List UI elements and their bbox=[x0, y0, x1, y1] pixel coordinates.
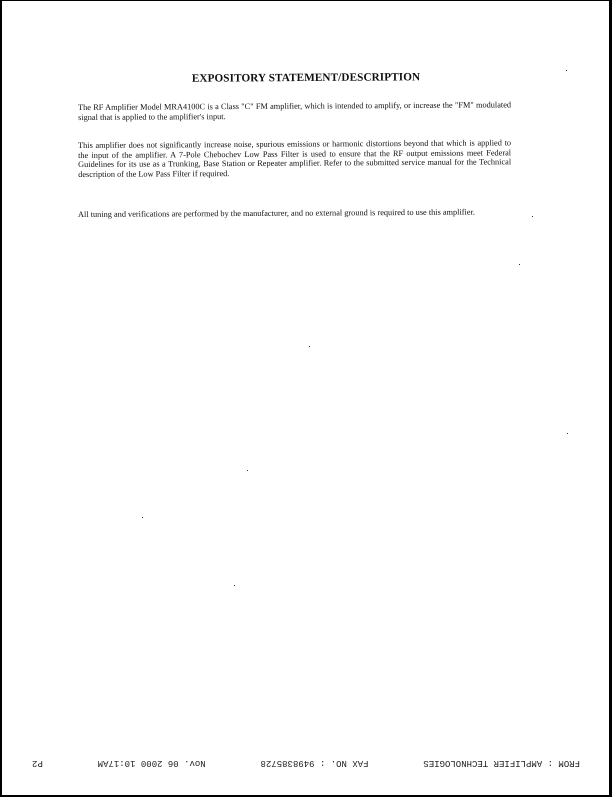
scan-edge-left bbox=[0, 0, 2, 797]
document-title: EXPOSITORY STATEMENT/DESCRIPTION bbox=[191, 71, 421, 85]
fax-date-time: Nov. 06 2000 10:17AM bbox=[97, 758, 206, 768]
paragraph-description: The RF Amplifier Model MRA4100C is a Class "C" FM amplifier, which is intended to amplify, or increase the "FM" modulated signal that is applied to the amplifier's input. bbox=[78, 100, 512, 122]
scan-speck bbox=[234, 585, 235, 586]
fax-from: FROM : AMPLIFIER TECHNOLOGIES bbox=[423, 758, 580, 768]
scan-speck bbox=[567, 433, 568, 434]
paragraph-tuning: All tuning and verifications are performed by the manufacturer, and no external ground is required to use this amplifier. bbox=[78, 207, 475, 219]
fax-page-number: P2 bbox=[32, 758, 43, 768]
scan-edge-top bbox=[0, 0, 612, 1]
scan-speck bbox=[142, 517, 143, 518]
scan-speck bbox=[519, 264, 520, 265]
scan-speck bbox=[532, 216, 533, 217]
fax-number: FAX NO. : 9498385728 bbox=[260, 758, 369, 768]
fax-transmission-header bbox=[32, 756, 580, 770]
scan-speck bbox=[566, 70, 567, 71]
scan-speck bbox=[247, 470, 248, 471]
paragraph-emissions: This amplifier does not significantly increase noise, spurious emissions or harmonic distortions beyond that which is applied to the input of the amplifier. A 7-Pole Chebochev Low Pass Filter is used to ensure that the RF output emissions meet Federal Guidelines for its use as a Trunking, Base Station or Repeater amplifier. Refer to the submitted service manual for the Technical description of the Low Pass Filter if required. bbox=[78, 138, 512, 179]
scan-speck bbox=[309, 346, 310, 347]
